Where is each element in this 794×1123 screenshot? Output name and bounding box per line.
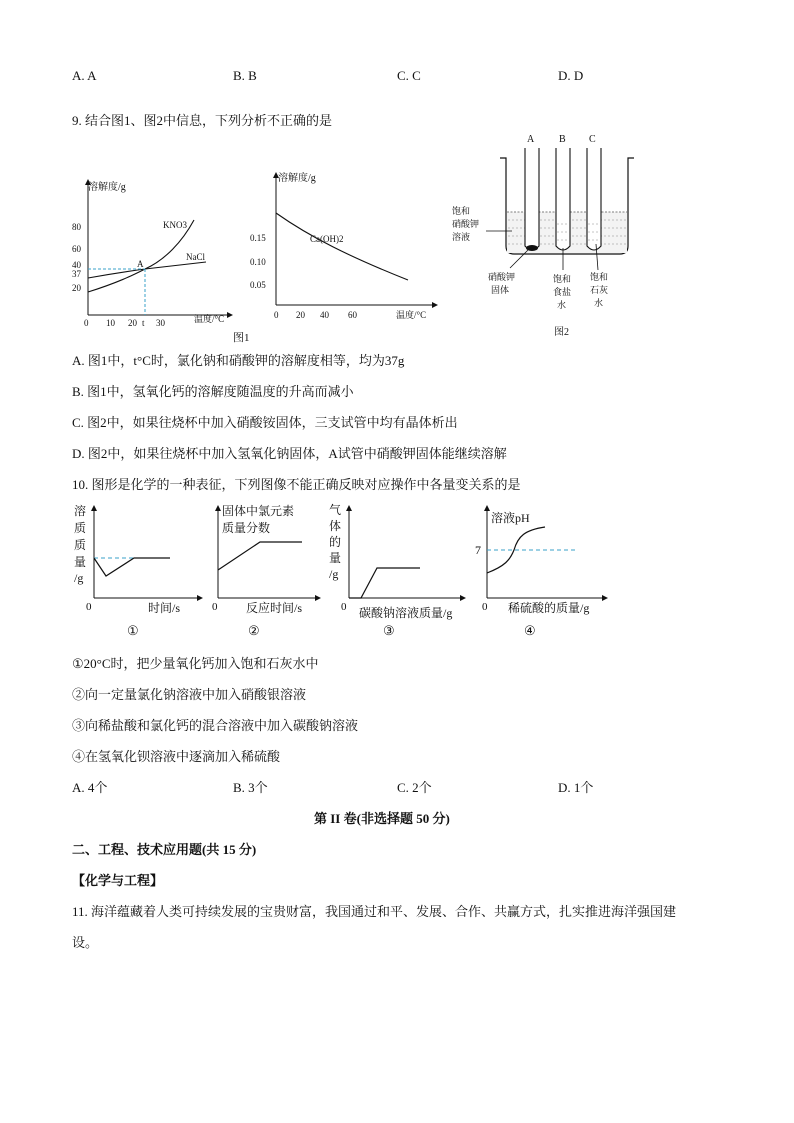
ytick-60: 60	[72, 244, 81, 254]
figure1-solubility-chart	[70, 170, 240, 345]
svg-text:气: 气	[329, 503, 342, 517]
q8-option-c: C. C	[397, 68, 421, 83]
svg-text:0: 0	[86, 601, 92, 613]
tube-b	[556, 148, 570, 250]
q10-item-3: ③向稀盐酸和氯化钙的混合溶液中加入碳酸钠溶液	[72, 718, 359, 733]
svg-text:稀硫酸的质量/g: 稀硫酸的质量/g	[508, 601, 590, 615]
salt-label-line1: 饱和	[553, 274, 572, 284]
svg-text:溶: 溶	[74, 504, 87, 518]
ytick-015: 0.15	[250, 233, 266, 243]
salt-label-line3: 水	[557, 300, 567, 310]
xtick-10: 10	[106, 318, 115, 328]
nacl-curve	[88, 262, 206, 278]
svg-text:0: 0	[482, 601, 488, 613]
svg-text:0: 0	[212, 601, 218, 613]
fig1-caption: 图1	[233, 332, 250, 344]
svg-text:质: 质	[74, 521, 87, 535]
graph-1	[70, 500, 210, 645]
q10-option-c: C. 2个	[397, 780, 432, 795]
part2-title: 二、工程、技术应用题(共 15 分)	[72, 842, 257, 857]
ytick-40: 40	[72, 260, 81, 270]
xtick-40: 40	[320, 310, 329, 320]
label-kno3: KNO3	[163, 220, 187, 230]
ytick-005: 0.05	[250, 280, 266, 290]
lime-label-line2: 石灰	[590, 285, 609, 295]
svg-text:③: ③	[383, 623, 395, 638]
graph-2	[210, 500, 325, 645]
salt-label-line2: 食盐	[553, 287, 572, 297]
q9-stem: 9. 结合图1、图2中信息，下列分析不正确的是	[72, 113, 333, 128]
xtick-20: 20	[128, 318, 137, 328]
solid-label-line2: 固体	[491, 285, 510, 295]
ytick-20: 20	[72, 283, 81, 293]
svg-text:质: 质	[74, 538, 87, 552]
fig1-ylabel: 溶解度/g	[88, 182, 126, 193]
ytick-37: 37	[72, 269, 81, 279]
svg-text:/g: /g	[74, 571, 84, 585]
tube-a	[525, 148, 539, 250]
lime-label-line1: 饱和	[590, 272, 609, 282]
caoh2-curve	[276, 213, 408, 280]
svg-text:时间/s: 时间/s	[148, 601, 181, 615]
svg-text:反应时间/s: 反应时间/s	[246, 601, 303, 615]
xtick-t: t	[142, 318, 145, 328]
xtick-0: 0	[274, 310, 279, 320]
tube-c-label: C	[589, 134, 596, 145]
fig1-xlabel: 温度/°C	[194, 314, 225, 324]
q10-item-1: ①20°C时，把少量氧化钙加入饱和石灰水中	[72, 656, 319, 671]
svg-text:量: 量	[74, 555, 87, 569]
svg-text:7: 7	[475, 543, 481, 557]
q8-option-d: D. D	[558, 68, 584, 83]
section2-title: 第 II 卷(非选择题 50 分)	[314, 811, 450, 826]
label-caoh2: Ca(OH)2	[310, 234, 344, 244]
kno3-curve	[88, 220, 194, 292]
q8-option-b: B. B	[233, 68, 257, 83]
svg-text:的: 的	[329, 535, 342, 549]
left-label-line3: 溶液	[452, 232, 471, 242]
xtick-30: 30	[156, 318, 165, 328]
svg-text:固体中氯元素: 固体中氯元素	[222, 504, 295, 518]
tube-a-label: A	[527, 134, 535, 145]
figure1-caoh2-chart	[250, 165, 450, 345]
svg-text:/g: /g	[329, 567, 339, 581]
tube-c	[587, 148, 601, 250]
fig1b-ylabel: 溶解度/g	[278, 173, 316, 184]
ytick-010: 0.10	[250, 257, 266, 267]
q11-line2: 设。	[72, 935, 99, 950]
svg-text:①: ①	[127, 623, 139, 638]
figure2-beaker	[450, 128, 650, 348]
q9-option-d: D. 图2中，如果往烧杯中加入氢氧化钠固体，A试管中硝酸钾固体能继续溶解	[72, 446, 507, 461]
svg-text:体: 体	[329, 519, 342, 533]
xtick-0: 0	[84, 318, 89, 328]
svg-text:0: 0	[341, 601, 347, 613]
q10-option-a: A. 4个	[72, 780, 108, 795]
xtick-20: 20	[296, 310, 305, 320]
q10-item-4: ④在氢氧化钡溶液中逐滴加入稀硫酸	[72, 749, 281, 764]
q9-option-a: A. 图1中，t°C时，氯化钠和硝酸钾的溶解度相等，均为37g	[72, 353, 405, 368]
svg-text:溶液pH: 溶液pH	[491, 511, 530, 525]
chem-eng-heading: 【化学与工程】	[72, 873, 164, 888]
q11-line1: 11. 海洋蕴藏着人类可持续发展的宝贵财富，我国通过和平、发展、合作、共赢方式，扎实推进海洋强国建	[72, 904, 677, 919]
left-label-line1: 饱和	[452, 206, 471, 216]
fig1b-xlabel: 温度/°C	[396, 310, 427, 320]
svg-text:质量分数: 质量分数	[222, 521, 271, 535]
q10-stem: 10. 图形是化学的一种表征，下列图像不能正确反映对应操作中各量变关系的是	[72, 477, 521, 492]
fig2-caption: 图2	[554, 327, 569, 338]
point-a: A	[137, 259, 144, 269]
left-label-line2: 硝酸钾	[452, 219, 480, 229]
q9-option-c: C. 图2中，如果往烧杯中加入硝酸铵固体，三支试管中均有晶体析出	[72, 415, 458, 430]
q10-item-2: ②向一定量氯化钠溶液中加入硝酸银溶液	[72, 687, 307, 702]
ytick-80: 80	[72, 222, 81, 232]
q9-option-b: B. 图1中，氢氧化钙的溶解度随温度的升高而减小	[72, 384, 354, 399]
q10-option-b: B. 3个	[233, 780, 268, 795]
label-nacl: NaCl	[186, 252, 205, 262]
solid-label-line1: 硝酸钾	[488, 272, 516, 282]
graph-3	[325, 500, 475, 645]
svg-text:④: ④	[524, 623, 536, 638]
tube-b-label: B	[559, 134, 566, 145]
svg-text:碳酸钠溶液质量/g: 碳酸钠溶液质量/g	[359, 606, 453, 620]
lime-label-line3: 水	[594, 298, 604, 308]
q8-option-a: A. A	[72, 68, 97, 83]
graph-4	[470, 500, 610, 645]
svg-text:量: 量	[329, 551, 342, 565]
q10-option-d: D. 1个	[558, 780, 594, 795]
svg-text:②: ②	[248, 623, 260, 638]
xtick-60: 60	[348, 310, 357, 320]
